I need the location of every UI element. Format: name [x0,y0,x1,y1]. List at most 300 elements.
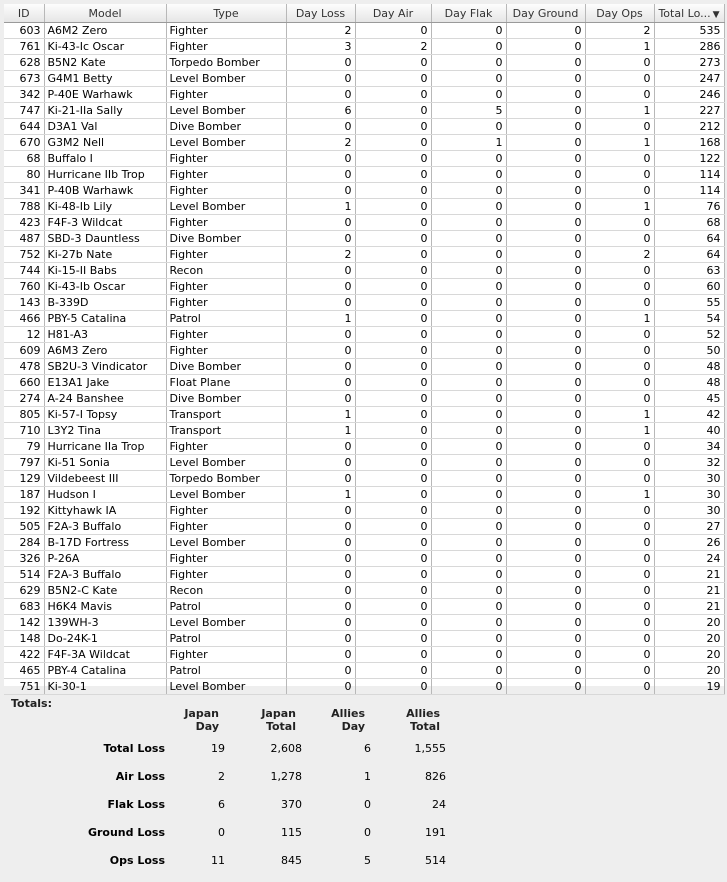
column-header-model[interactable] [44,4,166,23]
totals-value: 19 [211,741,225,755]
table-row[interactable] [4,503,724,519]
table-cell: 797 [4,455,44,471]
table-cell: 0 [431,551,506,567]
table-cell: 0 [506,55,585,71]
table-cell: 168 [654,135,724,151]
table-cell: 0 [431,487,506,503]
table-cell: 0 [431,167,506,183]
table-cell: PBY-4 Catalina [44,663,166,679]
table-cell: Ki-27b Nate [44,247,166,263]
column-header-label: Model [88,6,122,20]
table-cell: 0 [286,455,355,471]
table-cell: 0 [506,311,585,327]
totals-column-header: Japan Day [184,707,219,733]
table-cell: Level Bomber [166,71,286,87]
table-cell: 0 [431,311,506,327]
table-cell: 286 [654,39,724,55]
table-row[interactable] [4,39,724,55]
totals-corner [60,706,165,734]
table-cell: 0 [585,631,654,647]
table-cell: 0 [286,583,355,599]
table-cell: 0 [506,279,585,295]
table-cell: 0 [585,263,654,279]
table-row[interactable] [4,599,724,615]
totals-value: 0 [218,825,225,839]
table-cell: B-17D Fortress [44,535,166,551]
table-cell: 747 [4,103,44,119]
table-row[interactable] [4,87,724,103]
table-row[interactable] [4,151,724,167]
table-row[interactable] [4,663,724,679]
table-cell: 0 [355,327,431,343]
table-cell: 2 [585,23,654,39]
table-row[interactable] [4,439,724,455]
table-cell: 0 [355,647,431,663]
table-cell: Fighter [166,87,286,103]
table-cell: 0 [585,119,654,135]
totals-header-row [60,706,446,734]
table-cell: 0 [506,535,585,551]
table-cell: 142 [4,615,44,631]
table-row[interactable] [4,311,724,327]
table-cell: 0 [355,631,431,647]
column-header-day-flak[interactable] [431,4,506,23]
table-cell: 487 [4,231,44,247]
column-header-day-air[interactable] [355,4,431,23]
table-cell: 0 [355,359,431,375]
table-cell: 423 [4,215,44,231]
table-cell: SB2U-3 Vindicator [44,359,166,375]
table-cell: 0 [431,23,506,39]
table-cell: 48 [654,375,724,391]
table-cell: 0 [355,535,431,551]
table-cell: 0 [431,263,506,279]
table-row[interactable] [4,135,724,151]
table-cell: 40 [654,423,724,439]
table-cell: 0 [506,215,585,231]
table-row[interactable] [4,55,724,71]
column-header-id[interactable] [4,4,44,23]
totals-value: 826 [425,769,446,783]
table-cell: Hurricane IIb Trop [44,167,166,183]
table-cell: 0 [286,535,355,551]
table-row[interactable] [4,119,724,135]
column-header-label: Day Loss [295,6,346,20]
table-cell: 3 [286,39,355,55]
table-cell: 68 [4,151,44,167]
table-cell: Level Bomber [166,487,286,503]
table-cell: 0 [431,199,506,215]
table-cell: 50 [654,343,724,359]
table-cell: 628 [4,55,44,71]
table-cell: 52 [654,327,724,343]
table-cell: 0 [286,567,355,583]
table-cell: 0 [355,583,431,599]
table-cell: 0 [431,231,506,247]
totals-row-label: Flak Loss [107,797,165,811]
totals-value: 514 [425,853,446,867]
table-cell: 0 [431,71,506,87]
table-cell: Fighter [166,167,286,183]
table-cell: 80 [4,167,44,183]
table-cell: 0 [431,87,506,103]
table-cell: 2 [355,39,431,55]
table-row[interactable] [4,423,724,439]
totals-value: 24 [432,797,446,811]
table-row[interactable] [4,631,724,647]
table-cell: 0 [585,663,654,679]
table-cell: Transport [166,423,286,439]
table-cell: 0 [506,359,585,375]
table-cell: 0 [355,471,431,487]
table-row[interactable] [4,551,724,567]
table-cell: 55 [654,295,724,311]
table-cell: 0 [355,343,431,359]
table-cell: 0 [506,183,585,199]
table-cell: 20 [654,663,724,679]
table-cell: 0 [286,615,355,631]
table-cell: Torpedo Bomber [166,471,286,487]
table-cell: PBY-5 Catalina [44,311,166,327]
table-cell: 0 [355,263,431,279]
table-cell: 0 [355,663,431,679]
totals-value: 1,278 [270,769,302,783]
table-row[interactable] [4,615,724,631]
table-cell: 0 [355,71,431,87]
table-cell: 673 [4,71,44,87]
table-cell: 0 [585,375,654,391]
table-cell: 0 [506,343,585,359]
table-row[interactable] [4,471,724,487]
table-row[interactable] [4,359,724,375]
table-cell: 326 [4,551,44,567]
table-cell: 273 [654,55,724,71]
table-cell: Fighter [166,247,286,263]
table-cell: 0 [585,391,654,407]
table-row[interactable] [4,167,724,183]
table-cell: 0 [431,423,506,439]
table-cell: Fighter [166,327,286,343]
table-cell: 0 [286,503,355,519]
table-cell: Recon [166,583,286,599]
table-cell: 0 [585,71,654,87]
table-cell: F4F-3 Wildcat [44,215,166,231]
table-cell: 0 [286,215,355,231]
totals-row-label: Ground Loss [87,825,165,839]
table-cell: 629 [4,583,44,599]
table-cell: 0 [286,391,355,407]
table-cell: Ki-43-Ib Oscar [44,279,166,295]
table-cell: 744 [4,263,44,279]
table-cell: Ki-51 Sonia [44,455,166,471]
table-cell: 0 [355,167,431,183]
losses-table-scroll[interactable] [4,4,724,693]
table-cell: 0 [585,583,654,599]
table-cell: 1 [585,423,654,439]
table-cell: 24 [654,551,724,567]
column-header-label: Total Lo... [658,6,711,20]
table-cell: 0 [286,631,355,647]
table-cell: 0 [355,519,431,535]
totals-column-header: Japan Total [261,707,296,733]
table-cell: Fighter [166,503,286,519]
table-cell: Fighter [166,439,286,455]
table-cell: 6 [286,103,355,119]
table-cell: 0 [355,103,431,119]
table-cell: 341 [4,183,44,199]
totals-value: 191 [425,825,446,839]
table-cell: Recon [166,263,286,279]
table-cell: 0 [431,679,506,695]
totals-value: 2,608 [270,741,302,755]
column-header-day-ground[interactable] [506,4,585,23]
table-cell: 0 [286,55,355,71]
table-cell: Ki-43-Ic Oscar [44,39,166,55]
column-header-day-ops[interactable] [585,4,654,23]
table-row[interactable] [4,391,724,407]
table-cell: 0 [286,119,355,135]
table-cell: A6M2 Zero [44,23,166,39]
totals-row [60,846,446,874]
table-cell: 0 [506,647,585,663]
table-cell: P-40E Warhawk [44,87,166,103]
table-cell: 0 [355,247,431,263]
table-cell: 1 [431,135,506,151]
table-cell: 0 [506,151,585,167]
table-cell: 0 [286,375,355,391]
table-cell: 0 [286,359,355,375]
table-cell: 0 [431,471,506,487]
table-cell: 1 [286,311,355,327]
table-cell: 644 [4,119,44,135]
table-cell: H81-A3 [44,327,166,343]
table-cell: P-26A [44,551,166,567]
table-cell: 342 [4,87,44,103]
table-row[interactable] [4,199,724,215]
table-cell: Level Bomber [166,615,286,631]
table-cell: 0 [355,679,431,695]
table-cell: 45 [654,391,724,407]
table-cell: B-339D [44,295,166,311]
table-cell: 60 [654,279,724,295]
table-cell: 0 [431,647,506,663]
table-cell: 21 [654,583,724,599]
table-cell: 0 [431,567,506,583]
table-cell: 0 [431,375,506,391]
table-cell: 0 [286,279,355,295]
table-cell: 0 [506,663,585,679]
table-cell: 0 [506,455,585,471]
table-cell: 1 [585,311,654,327]
table-row[interactable] [4,407,724,423]
table-cell: H6K4 Mavis [44,599,166,615]
table-row[interactable] [4,247,724,263]
table-cell: 284 [4,535,44,551]
table-row[interactable] [4,535,724,551]
table-cell: 63 [654,263,724,279]
table-cell: 2 [286,135,355,151]
table-cell: 192 [4,503,44,519]
table-cell: 0 [355,199,431,215]
table-cell: Dive Bomber [166,119,286,135]
totals-row [60,762,446,790]
table-cell: 0 [506,551,585,567]
table-cell: 760 [4,279,44,295]
table-cell: 0 [355,183,431,199]
table-row[interactable] [4,375,724,391]
table-cell: 0 [286,183,355,199]
table-row[interactable] [4,71,724,87]
table-row[interactable] [4,215,724,231]
table-cell: 1 [585,39,654,55]
table-cell: 0 [355,423,431,439]
table-cell: 0 [506,615,585,631]
table-cell: 0 [506,263,585,279]
table-row[interactable] [4,23,724,39]
table-cell: Hudson I [44,487,166,503]
table-cell: 466 [4,311,44,327]
table-cell: Patrol [166,631,286,647]
table-cell: 0 [585,151,654,167]
table-cell: Fighter [166,343,286,359]
table-cell: 114 [654,183,724,199]
table-cell: Ki-30-1 [44,679,166,695]
table-cell: 0 [431,279,506,295]
table-cell: 1 [585,199,654,215]
table-cell: 0 [506,583,585,599]
table-cell: 0 [431,631,506,647]
table-row[interactable] [4,263,724,279]
table-cell: 48 [654,359,724,375]
table-cell: 0 [506,631,585,647]
table-row[interactable] [4,679,724,695]
table-row[interactable] [4,647,724,663]
table-cell: 54 [654,311,724,327]
table-cell: 0 [286,151,355,167]
table-row[interactable] [4,487,724,503]
table-cell: 0 [431,599,506,615]
table-cell: 710 [4,423,44,439]
table-cell: 603 [4,23,44,39]
table-row[interactable] [4,183,724,199]
table-cell: 30 [654,487,724,503]
table-cell: 0 [286,647,355,663]
table-cell: 0 [585,343,654,359]
column-header-label: Day Ground [512,6,579,20]
table-cell: 422 [4,647,44,663]
table-cell: 32 [654,455,724,471]
totals-row [60,818,446,846]
table-cell: 0 [355,391,431,407]
column-header-type[interactable] [166,4,286,23]
table-cell: 34 [654,439,724,455]
table-cell: Do-24K-1 [44,631,166,647]
table-cell: Ki-57-I Topsy [44,407,166,423]
table-cell: 0 [355,135,431,151]
table-cell: 0 [355,23,431,39]
table-row[interactable] [4,583,724,599]
table-cell: 0 [506,295,585,311]
table-cell: 0 [506,231,585,247]
table-cell: 751 [4,679,44,695]
table-cell: 0 [585,215,654,231]
table-cell: 0 [431,343,506,359]
table-cell: P-40B Warhawk [44,183,166,199]
table-cell: 5 [431,103,506,119]
table-cell: 0 [431,215,506,231]
table-cell: 752 [4,247,44,263]
table-row[interactable] [4,103,724,119]
table-cell: 0 [355,87,431,103]
table-cell: Transport [166,407,286,423]
table-cell: 0 [506,103,585,119]
table-cell: 0 [506,487,585,503]
table-cell: 0 [585,167,654,183]
column-header-label: Day Air [372,6,414,20]
table-cell: 0 [585,183,654,199]
table-cell: 114 [654,167,724,183]
table-cell: 505 [4,519,44,535]
table-cell: Fighter [166,183,286,199]
table-cell: 0 [506,423,585,439]
table-row[interactable] [4,295,724,311]
table-cell: 0 [585,519,654,535]
column-header-total-lo[interactable] [654,4,724,23]
table-row[interactable] [4,567,724,583]
totals-value: 1,555 [414,741,446,755]
table-cell: 1 [286,199,355,215]
table-cell: 0 [585,231,654,247]
table-cell: 0 [431,55,506,71]
table-row[interactable] [4,519,724,535]
table-cell: 79 [4,439,44,455]
table-cell: 27 [654,519,724,535]
table-cell: 21 [654,599,724,615]
table-row[interactable] [4,343,724,359]
table-cell: 0 [585,679,654,695]
totals-value: 0 [364,797,371,811]
table-cell: Patrol [166,599,286,615]
table-cell: F2A-3 Buffalo [44,519,166,535]
table-cell: 0 [585,439,654,455]
table-cell: 670 [4,135,44,151]
table-cell: 0 [585,615,654,631]
table-cell: 0 [431,455,506,471]
table-cell: 0 [431,407,506,423]
table-cell: 0 [355,375,431,391]
table-cell: 0 [355,279,431,295]
table-cell: 187 [4,487,44,503]
table-row[interactable] [4,327,724,343]
table-cell: 0 [355,215,431,231]
table-cell: 0 [506,407,585,423]
table-cell: 0 [355,487,431,503]
column-header-day-loss[interactable] [286,4,355,23]
table-row[interactable] [4,279,724,295]
table-row[interactable] [4,231,724,247]
table-cell: 0 [506,439,585,455]
table-row[interactable] [4,455,724,471]
table-cell: 535 [654,23,724,39]
totals-value: 0 [364,825,371,839]
table-cell: 2 [286,23,355,39]
table-cell: 212 [654,119,724,135]
table-cell: 0 [585,295,654,311]
totals-row [60,734,446,762]
totals-value: 6 [364,741,371,755]
table-cell: 0 [355,455,431,471]
table-cell: 0 [506,391,585,407]
